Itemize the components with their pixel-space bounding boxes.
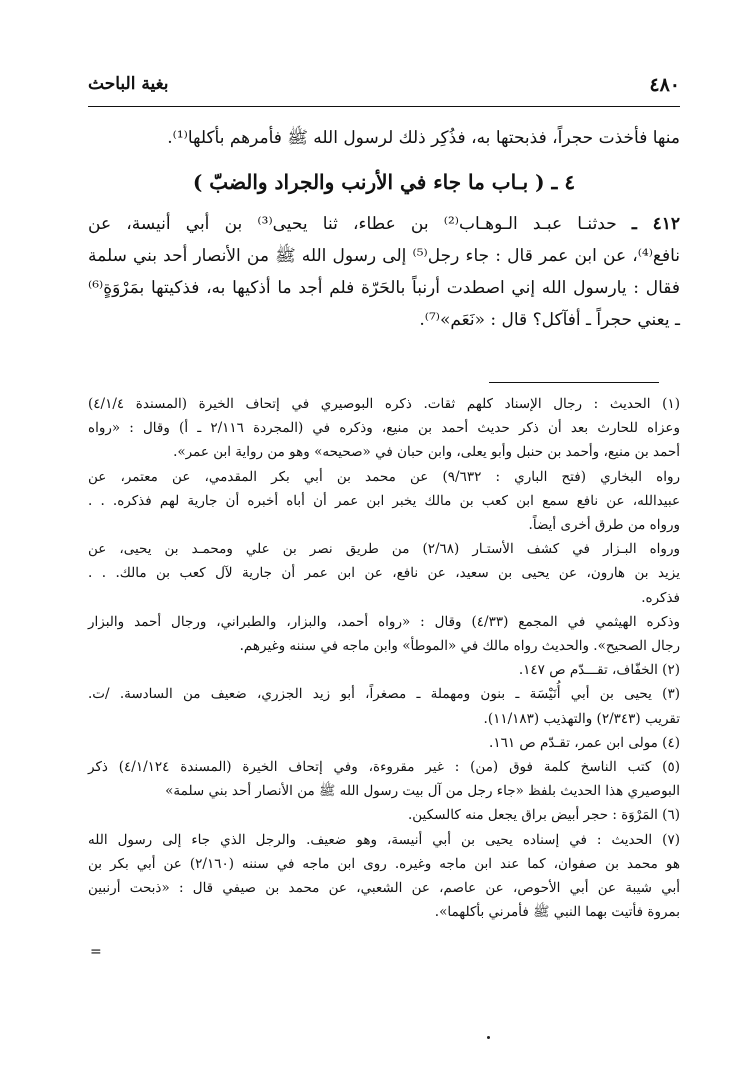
footnote-line: البوصيري هذا الحديث بلفظ «جاء رجل من آل بيت رسول الله ﷺ من الأنصار أحد بني سلمة» bbox=[165, 783, 680, 800]
footnote-line: وعزاه للحارث بعد أن ذكر حديث أحمد بن منيع، وذكره في (المجردة ٢/١١٦ ـ أ) وقال : «رواه bbox=[88, 420, 680, 437]
book-title: بغية الباحث bbox=[88, 74, 169, 94]
hadith-line-text: حدثنـا عبـد الـوهـاب⁽²⁾ بن عطاء، ثنا يحيى⁽³⁾ بن أبي أنيسة، عن bbox=[88, 214, 617, 234]
footnote-line: يزيد بن هارون، عن يحيى بن سعيد، عن نافع، عن ابن عمر أن جارية لآل كعب بن مالك. . . bbox=[88, 565, 680, 582]
main-text bbox=[88, 122, 680, 336]
continuation-mark: = bbox=[90, 944, 102, 960]
footnote-line: (٦) المَرْوَة : حجر أبيض براق يجعل منه كالسكين. bbox=[407, 807, 680, 824]
footnote-line: أحمد بن منيع، وأحمد بن حنبل وأبو يعلى، وابن حبان في «صحيحه» وهو من رواية ابن عمر». bbox=[173, 444, 680, 461]
footnote-line: هو محمد بن صفوان، كما عند ابن ماجه وغيره. روى ابن ماجه في سننه (٢/١٦٠) عن أبي بكر بن bbox=[88, 855, 680, 872]
header-divider bbox=[88, 106, 680, 107]
chapter-title: ٤ ـ ( بـاب ما جاء في الأرنب والجراد والضبّ ) bbox=[192, 170, 576, 194]
hadith-number: ٤١٢ ـ bbox=[631, 214, 680, 234]
hadith-line: فقال : يارسول الله إني اصطدت أرنباً بالحَرّة فلم أجد ما أذكيها به، فذكيتها بمَرْوَةٍ⁽⁶⁾ bbox=[88, 278, 680, 298]
footnote-line: (٢) الخفّاف، تقـــدّم ص ١٤٧. bbox=[518, 662, 680, 679]
intro-line: منها فأخذت حجراً، فذبحتها به، فذُكِر ذلك لرسول الله ﷺ فأمرهم بأكلها⁽¹⁾. bbox=[167, 128, 680, 148]
hadith-line bbox=[88, 208, 680, 240]
footnote-line: (١) الحديث : رجال الإسناد كلهم ثقات. ذكره البوصيري في إتحاف الخيرة (المسندة ٤/١/٤) bbox=[88, 396, 680, 412]
footnote-line: تقريب (٢/٣٤٣) والتهذيب (١١/١٨٣). bbox=[483, 710, 680, 727]
footnote-line: (٥) كتب الناسخ كلمة فوق (من) : غير مقروءة، وفي إتحاف الخيرة (المسندة ٤/١/١٢٤) ذكر bbox=[88, 759, 680, 776]
page-dot bbox=[487, 1036, 490, 1039]
footnote-line: رواه البخاري (فتح الباري : ٩/٦٣٢) عن محمد بن أبي بكر المقدمي، عن معتمر، عن bbox=[88, 468, 680, 485]
page-header bbox=[88, 70, 680, 104]
footnotes bbox=[88, 392, 680, 924]
footnote-divider bbox=[489, 382, 659, 383]
hadith-line: نافع⁽⁴⁾، عن ابن عمر قال : جاء رجل⁽⁵⁾ إلى رسول الله ﷺ من الأنصار أحد بني سلمة bbox=[88, 246, 681, 266]
footnote-line: فذكره. bbox=[641, 589, 680, 606]
footnote-line: بمروة فأتيت بهما النبي ﷺ فأمرني بأكلهما». bbox=[434, 904, 680, 921]
footnote-line: (٤) مولى ابن عمر، تقـدّم ص ١٦١. bbox=[489, 734, 680, 751]
footnote-line: (٣) يحيى بن أبي أُنَيْسَة ـ بنون ومهملة ـ مصغراً، أبو زيد الجزري، ضعيف من السادسة. /ت. bbox=[88, 686, 680, 703]
footnote-line: ورواه البـزار في كشف الأستـار (٢/٦٨) من طريق نصر بن علي ومحمـد بن يحيى، عن bbox=[88, 541, 680, 558]
footnote-line: (٧) الحديث : في إسناده يحيى بن أبي أنيسة، وهو ضعيف. والرجل الذي جاء إلى رسول الله bbox=[88, 831, 680, 848]
hadith-line: ـ يعني حجراً ـ أفآكل؟ قال : «نَعَم»⁽⁷⁾. bbox=[419, 310, 680, 330]
footnote-line: عبيدالله، عن نافع سمع ابن كعب بن مالك يخبر ابن عمر أن أباه أخبره أن جارية لهم فذكره. . . bbox=[88, 492, 680, 509]
footnote-line: أبي شيبة عن أبي الأحوص، عن عاصم، عن الشعبي، عن محمد بن صيفي قال : «ذبحت أرنبين bbox=[88, 880, 680, 897]
footnote-line: ورواه من طرق أخرى أيضاً. bbox=[528, 517, 680, 534]
footnote-line: رجال الصحيح». والحديث رواه مالك في «الموطأ» وابن ماجه في سننه وغيرهم. bbox=[239, 638, 680, 655]
footnote-line: وذكره الهيثمي في المجمع (٤/٣٣) وقال : «رواه أحمد، والبزار، والطبراني، ورجال أحمد والبزار bbox=[88, 613, 680, 630]
page-number: ٤٨٠ bbox=[649, 74, 680, 96]
